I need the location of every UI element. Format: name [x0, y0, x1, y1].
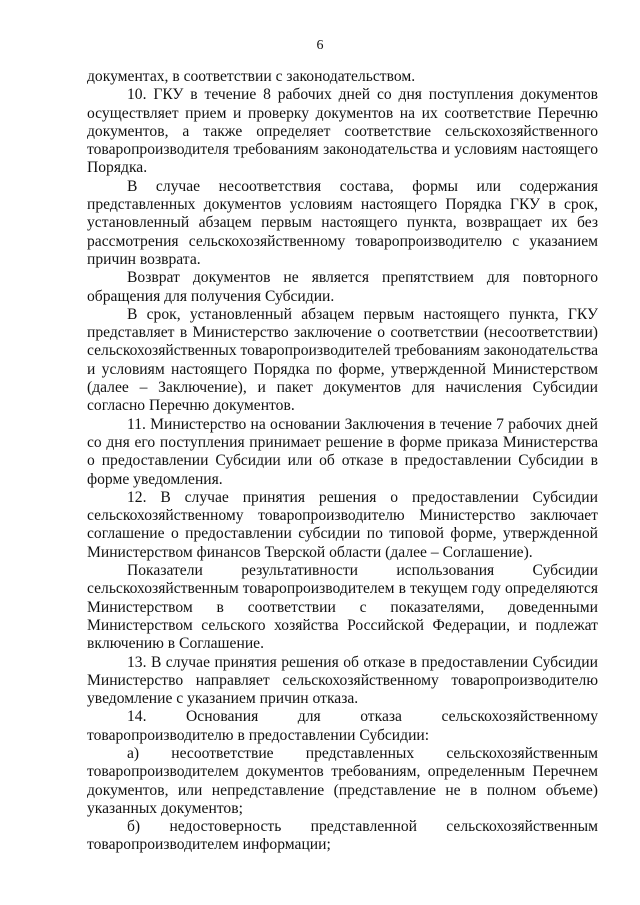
paragraph-return-not-obstacle: Возврат документов не является препятствием для повторного обращения для получения Субсидии.: [87, 269, 598, 305]
paragraph-conclusion: В срок, установленный абзацем первым настоящего пункта, ГКУ представляет в Министерство заключение о соответствии (несоответствии) сельскохозяйственных товаропроизводителей требованиям законодательства и условиям настоящего Порядка по форме, утвержденной Министерством (далее – Заключение), и пакет документов для начисления Субсидии согласно Перечню документов.: [87, 305, 599, 415]
paragraph-item-11: 11. Министерство на основании Заключения в течение 7 рабочих дней со дня его поступления принимает решение в форме приказа Министерства о предоставлении Субсидии или об отказе в предоставлении Субсидии в форме уведомления.: [87, 415, 598, 488]
page-number: 6: [316, 38, 324, 53]
paragraph-indicators: Показатели результативности использования Субсидии сельскохозяйственным товаропроизводителем в текущем году определяются Министерством в соответствии с показателями, доведенными Министерством сельского хозяйства Российской Федерации, и подлежат включению в Соглашение.: [87, 562, 598, 653]
paragraph-item-14: 14. Основания для отказа сельскохозяйственному товаропроизводителю в предоставлении Субсидии:: [87, 708, 598, 744]
paragraph-item-10: 10. ГКУ в течение 8 рабочих дней со дня поступления документов осуществляет прием и проверку документов на их соответствие Перечню документов, а также определяет соответствие сельскохозяйственного товаропроизводителя требованиям законодательства и условиям настоящего Порядка.: [87, 86, 598, 177]
paragraph-item-14-a: а) несоответствие представленных сельскохозяйственным товаропроизводителем документов требованиям, определенным Перечнем документов, или непредставление (представление не в полном объеме) указанных документов;: [87, 744, 598, 817]
paragraph-return-conditions: В случае несоответствия состава, формы или содержания представленных документов условиям настоящего Порядка ГКУ в срок, установленный абзацем первым настоящего пункта, возвращает их без рассмотрения сельскохозяйственному товаропроизводителю с указанием причин возврата.: [87, 177, 598, 268]
paragraph-item-12: 12. В случае принятия решения о предоставлении Субсидии сельскохозяйственному товаропроизводителю Министерство заключает соглашение о предоставлении субсидии по типовой форме, утвержденной Министерством финансов Тверской области (далее – Соглашение).: [87, 488, 598, 561]
paragraph-item-13: 13. В случае принятия решения об отказе в предоставлении Субсидии Министерство направляет сельскохозяйственному товаропроизводителю уведомление с указанием причин отказа.: [87, 653, 598, 708]
paragraph-continuation: документах, в соответствии с законодательством.: [87, 68, 416, 85]
paragraph-item-14-b: б) недостоверность представленной сельскохозяйственным товаропроизводителем информации;: [87, 818, 598, 854]
document-body: [87, 68, 598, 855]
